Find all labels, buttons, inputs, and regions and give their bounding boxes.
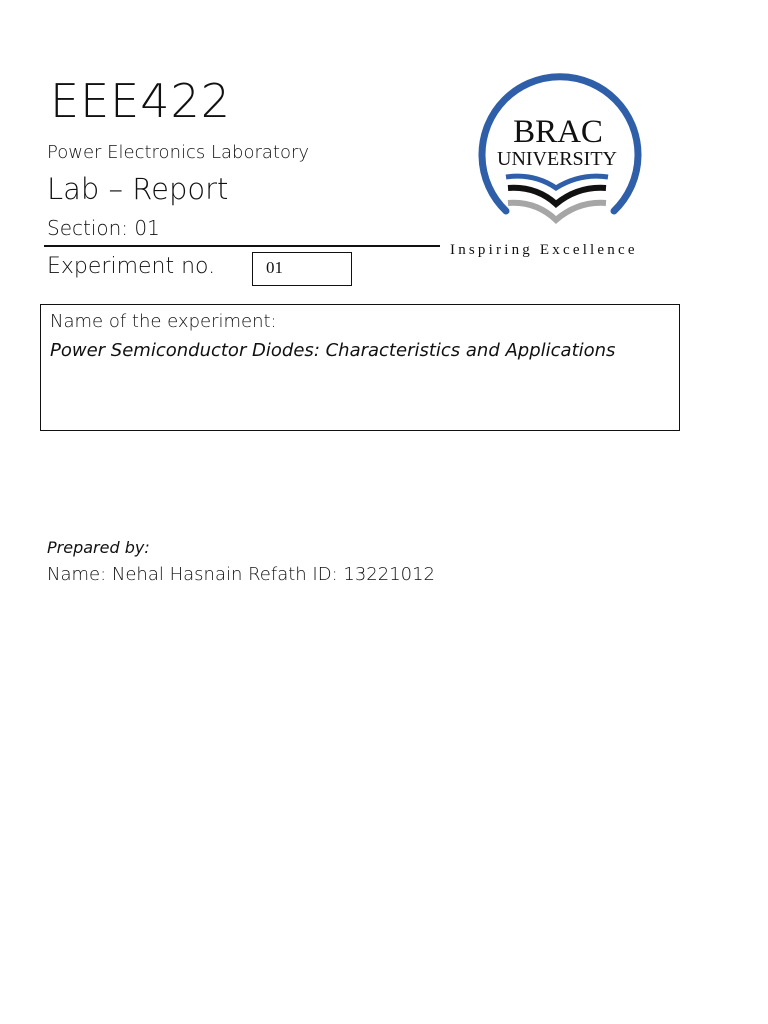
experiment-number-box: 01: [252, 252, 352, 286]
prepared-by-label: Prepared by:: [47, 538, 150, 557]
course-name: Power Electronics Laboratory: [47, 142, 310, 163]
report-title: Lab – Report: [47, 172, 229, 206]
header-divider: [44, 245, 440, 247]
section-label: Section: 01: [47, 216, 160, 240]
experiment-number-label: Experiment no.: [47, 254, 216, 279]
logo-text-university: UNIVERSITY: [497, 148, 617, 170]
experiment-name-box: [40, 304, 680, 431]
logo-text-brac: BRAC: [513, 114, 603, 150]
experiment-name-label: Name of the experiment:: [50, 311, 277, 332]
author-line: Name: Nehal Hasnain Refath ID: 13221012: [47, 564, 436, 585]
course-code: EEE422: [50, 74, 231, 128]
logo-tagline: Inspiring Excellence: [450, 242, 638, 258]
experiment-name-value: Power Semiconductor Diodes: Characteristics and Applications: [50, 340, 616, 361]
brac-university-logo: [440, 70, 680, 270]
